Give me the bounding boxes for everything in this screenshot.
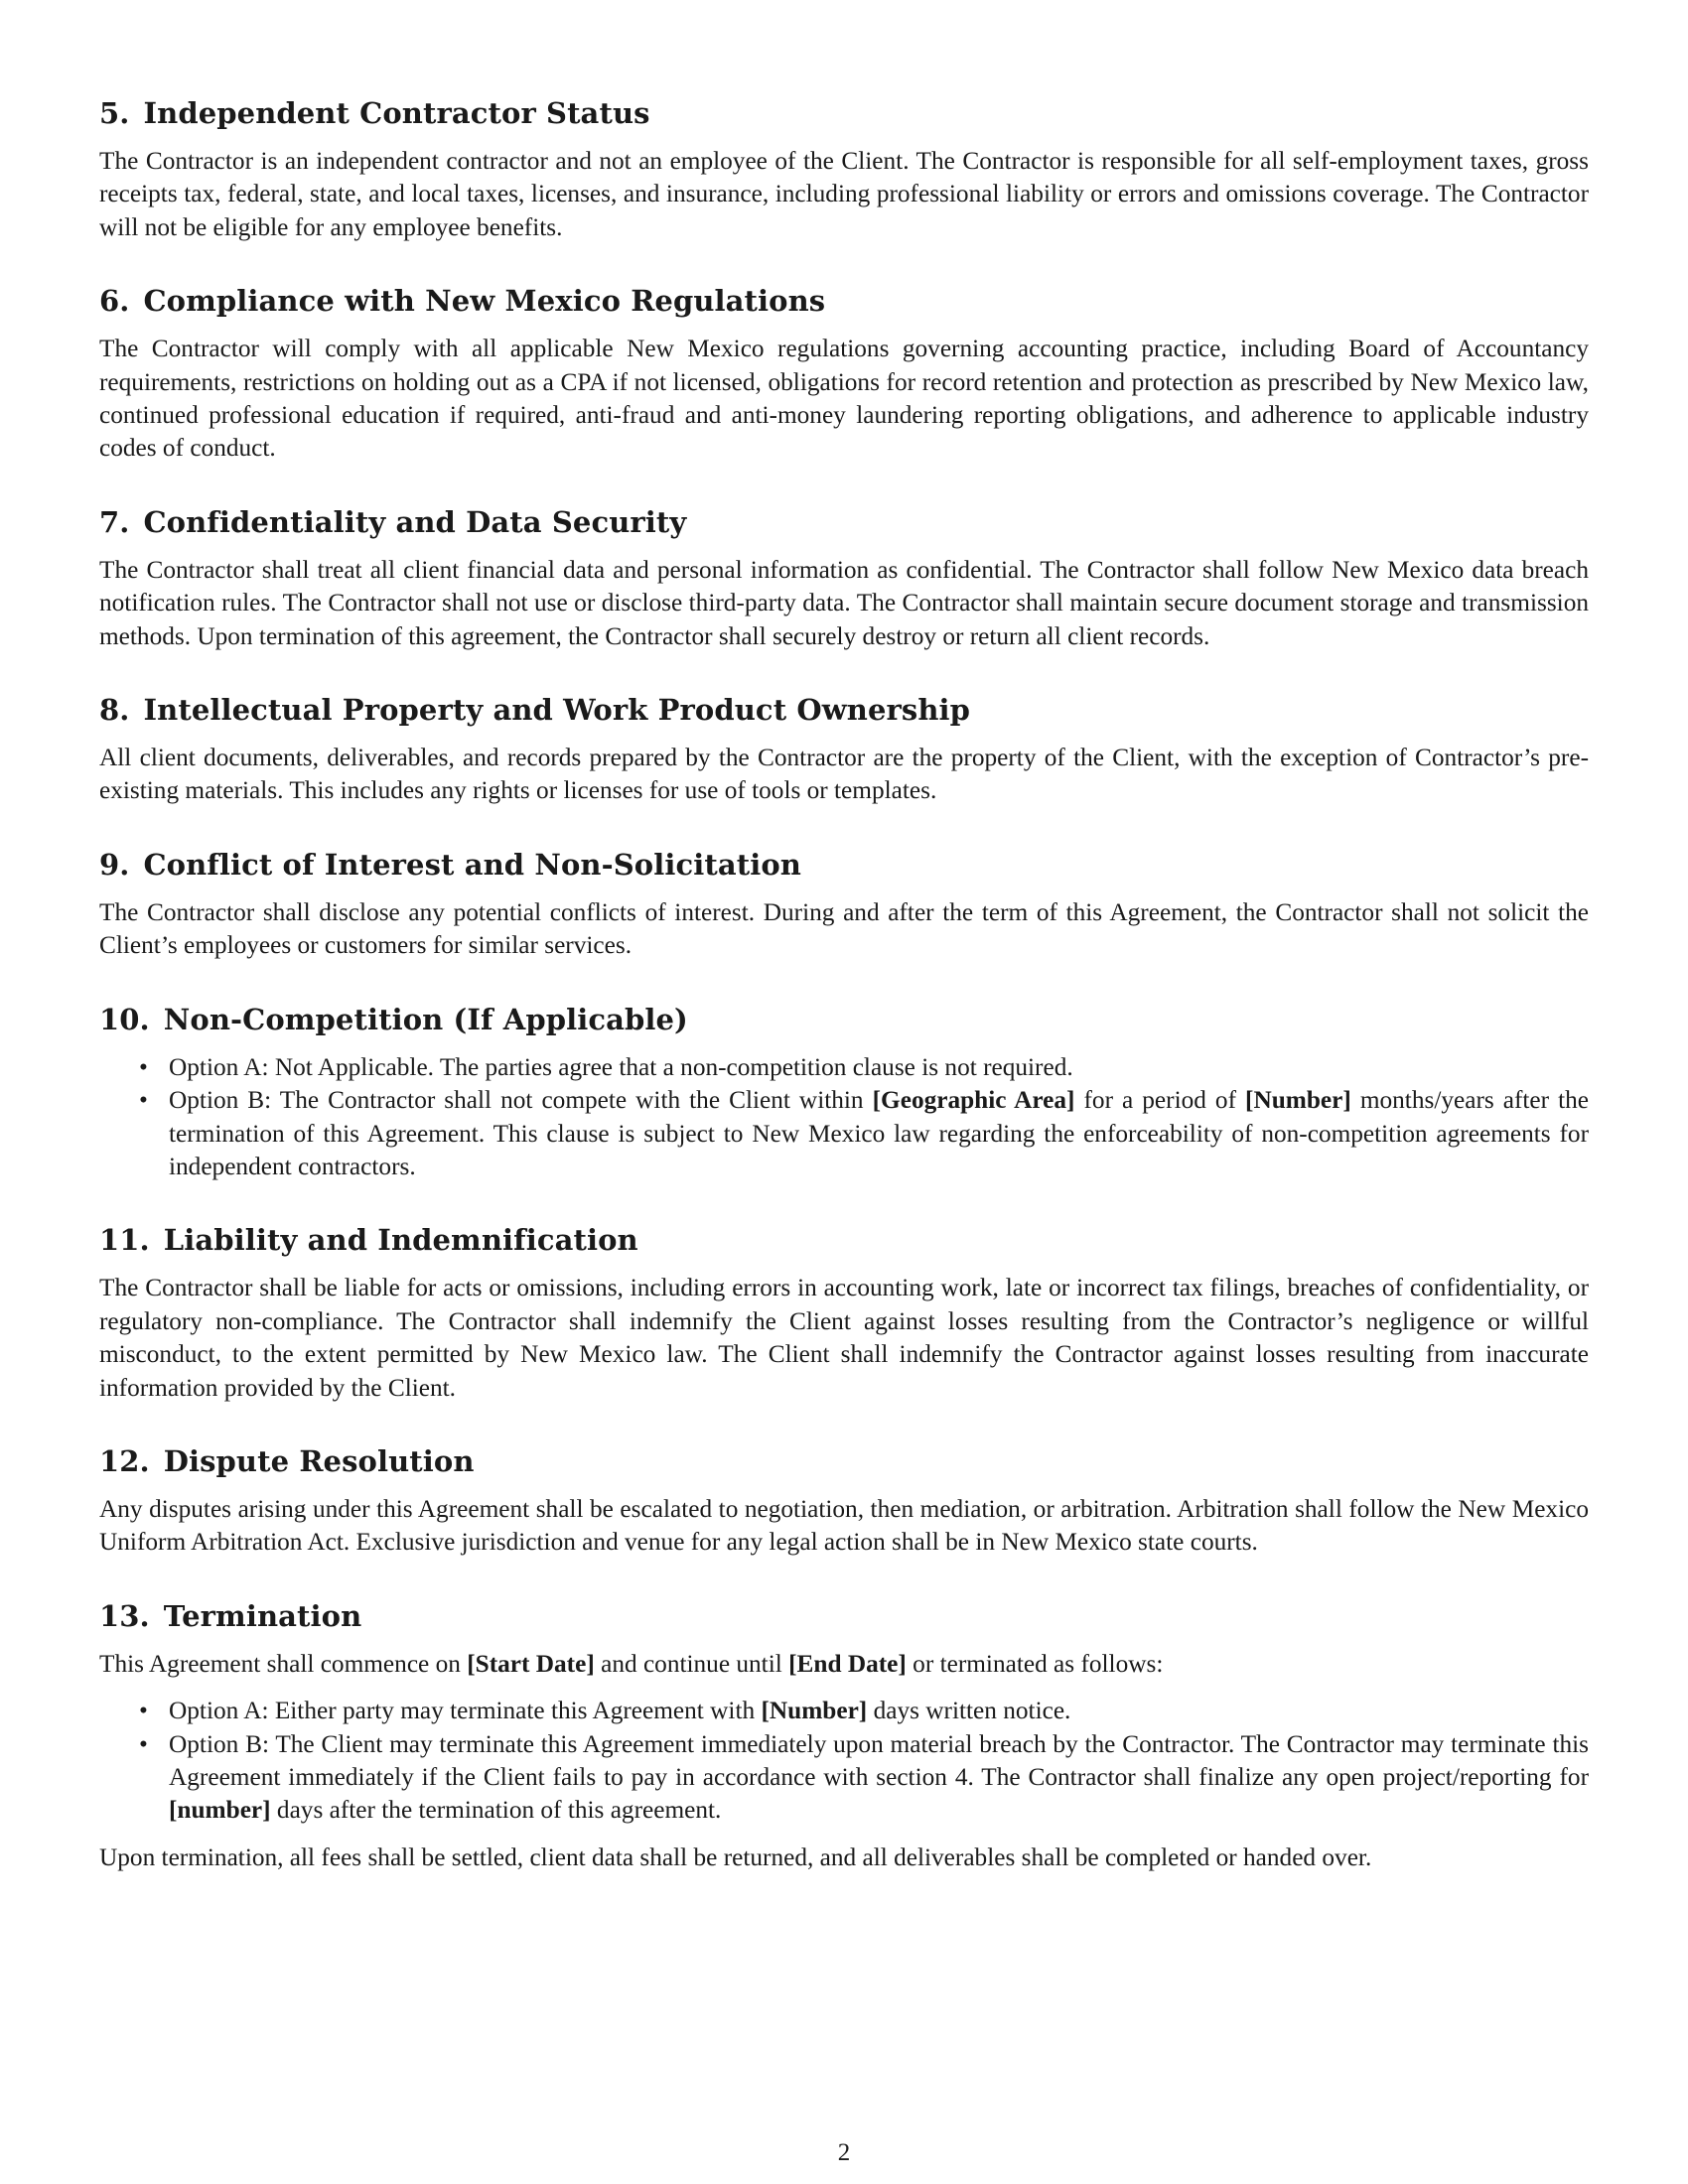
section-heading: [99, 1598, 1589, 1634]
intro-text: and continue until: [594, 1649, 789, 1678]
section-body: The Contractor will comply with all applicable New Mexico regulations governing accounting practice, including Board of Accountancy requirements, restrictions on holding out as a CPA if not licensed, obligations for record retention and protection as prescribed by New Mexico law, continued professional education if required, anti-fraud and anti-money laundering reporting obligations, and adherence to applicable industry codes of conduct.: [99, 335, 1589, 463]
placeholder-number: [number]: [169, 1796, 271, 1825]
section-heading: [99, 95, 1589, 131]
section-title: Confidentiality and Data Security: [143, 504, 687, 539]
option-text: for a period of: [1074, 1086, 1246, 1115]
section-body: The Contractor is an independent contractor and not an employee of the Client. The Contractor is responsible for all self-employment taxes, gross receipts tax, federal, state, and local taxes, licenses, and insurance, including professional liability or errors and omissions coverage. The Contractor will not be eligible for any employee benefits.: [99, 147, 1589, 241]
section-heading: [99, 283, 1589, 319]
section-number: 12.: [99, 1443, 150, 1478]
placeholder-end-date: [End Date]: [788, 1649, 907, 1678]
placeholder-geographic-area: [Geographic Area]: [872, 1086, 1075, 1115]
document-page: [99, 95, 1589, 1913]
section-title: Intellectual Property and Work Product Ownership: [143, 693, 971, 728]
section-heading: [99, 1443, 1589, 1479]
section-title: Conflict of Interest and Non-Solicitation: [143, 847, 801, 882]
section-title: Independent Contractor Status: [143, 96, 650, 130]
intro-text: This Agreement shall commence on: [99, 1649, 468, 1678]
section-title: Liability and Indemnification: [163, 1223, 638, 1258]
list-item: [99, 1728, 1589, 1828]
section-9: [99, 847, 1589, 963]
option-list: [99, 1695, 1589, 1828]
placeholder-number: [Number]: [761, 1697, 868, 1725]
option-text: months/years after the termination of this Agreement. This clause is subject to New Mexico law regarding the enforceability of non-competition agreements for independent contractors.: [169, 1086, 1590, 1180]
section-number: 10.: [99, 1002, 150, 1036]
section-7: [99, 504, 1589, 653]
option-text: Option A: Not Applicable. The parties agree that a non-competition clause is not required.: [169, 1052, 1073, 1081]
section-heading: [99, 692, 1589, 728]
placeholder-number: [Number]: [1245, 1086, 1351, 1115]
list-item: [99, 1695, 1589, 1727]
section-number: 9.: [99, 847, 130, 882]
section-closing: Upon termination, all fees shall be settled, client data shall be returned, and all deliverables shall be completed or handed over.: [99, 1843, 1372, 1871]
option-text: Option B: The Client may terminate this Agreement immediately upon material breach by the Contractor. The Contractor may terminate this Agreement immediately if the Client fails to pay in accordance with section 4. The Contractor shall finalize any open project/reporting for: [169, 1729, 1589, 1791]
section-title: Non-Competition (If Applicable): [163, 1002, 688, 1036]
section-intro: [99, 1648, 1589, 1681]
section-body: Any disputes arising under this Agreement shall be escalated to negotiation, then mediation, or arbitration. Arbitration shall follow the New Mexico Uniform Arbitration Act. Exclusive jurisdiction and venue for any legal action shall be in New Mexico state courts.: [99, 1494, 1589, 1557]
placeholder-start-date: [Start Date]: [467, 1649, 595, 1678]
section-number: 13.: [99, 1598, 150, 1633]
list-item: [99, 1051, 1589, 1084]
page-number: 2: [837, 2139, 851, 2166]
section-heading: [99, 847, 1589, 883]
section-number: 6.: [99, 284, 130, 319]
section-body: The Contractor shall disclose any potential conflicts of interest. During and after the term of this Agreement, the Contractor shall not solicit the Client’s employees or customers for similar services.: [99, 897, 1589, 960]
section-5: [99, 95, 1589, 244]
section-body: The Contractor shall be liable for acts or omissions, including errors in accounting work, late or incorrect tax filings, breaches of confidentiality, or regulatory non-compliance. The Contractor shall indemnify the Client against losses resulting from the Contractor’s negligence or willful misconduct, to the extent permitted by New Mexico law. The Client shall indemnify the Contractor against losses resulting from inaccurate information provided by the Client.: [99, 1274, 1589, 1402]
section-8: [99, 692, 1589, 808]
section-title: Termination: [163, 1598, 362, 1633]
option-text: Option B: The Contractor shall not compete with the Client within: [169, 1086, 873, 1115]
section-number: 8.: [99, 693, 130, 728]
section-number: 5.: [99, 96, 130, 130]
section-heading: [99, 1222, 1589, 1258]
option-text: days after the termination of this agreement.: [270, 1796, 722, 1825]
section-number: 11.: [99, 1223, 150, 1258]
section-heading: [99, 1002, 1589, 1037]
section-number: 7.: [99, 504, 130, 539]
option-text: days written notice.: [867, 1697, 1071, 1725]
section-title: Dispute Resolution: [163, 1443, 475, 1478]
section-12: [99, 1443, 1589, 1560]
section-body: The Contractor shall treat all client financial data and personal information as confidential. The Contractor shall follow New Mexico data breach notification rules. The Contractor shall not use or disclose third-party data. The Contractor shall maintain secure document storage and transmission methods. Upon termination of this agreement, the Contractor shall securely destroy or return all client records.: [99, 555, 1589, 650]
section-6: [99, 283, 1589, 466]
section-body: All client documents, deliverables, and records prepared by the Contractor are the property of the Client, with the exception of Contractor’s pre-existing materials. This includes any rights or licenses for use of tools or templates.: [99, 744, 1589, 805]
section-heading: [99, 504, 1589, 540]
option-text: Option A: Either party may terminate this Agreement with: [169, 1697, 762, 1725]
list-item: [99, 1084, 1589, 1183]
intro-text: or terminated as follows:: [906, 1649, 1164, 1678]
section-10: [99, 1002, 1589, 1184]
option-list: [99, 1051, 1589, 1184]
section-title: Compliance with New Mexico Regulations: [143, 284, 826, 319]
section-11: [99, 1222, 1589, 1405]
section-13: [99, 1598, 1589, 1874]
